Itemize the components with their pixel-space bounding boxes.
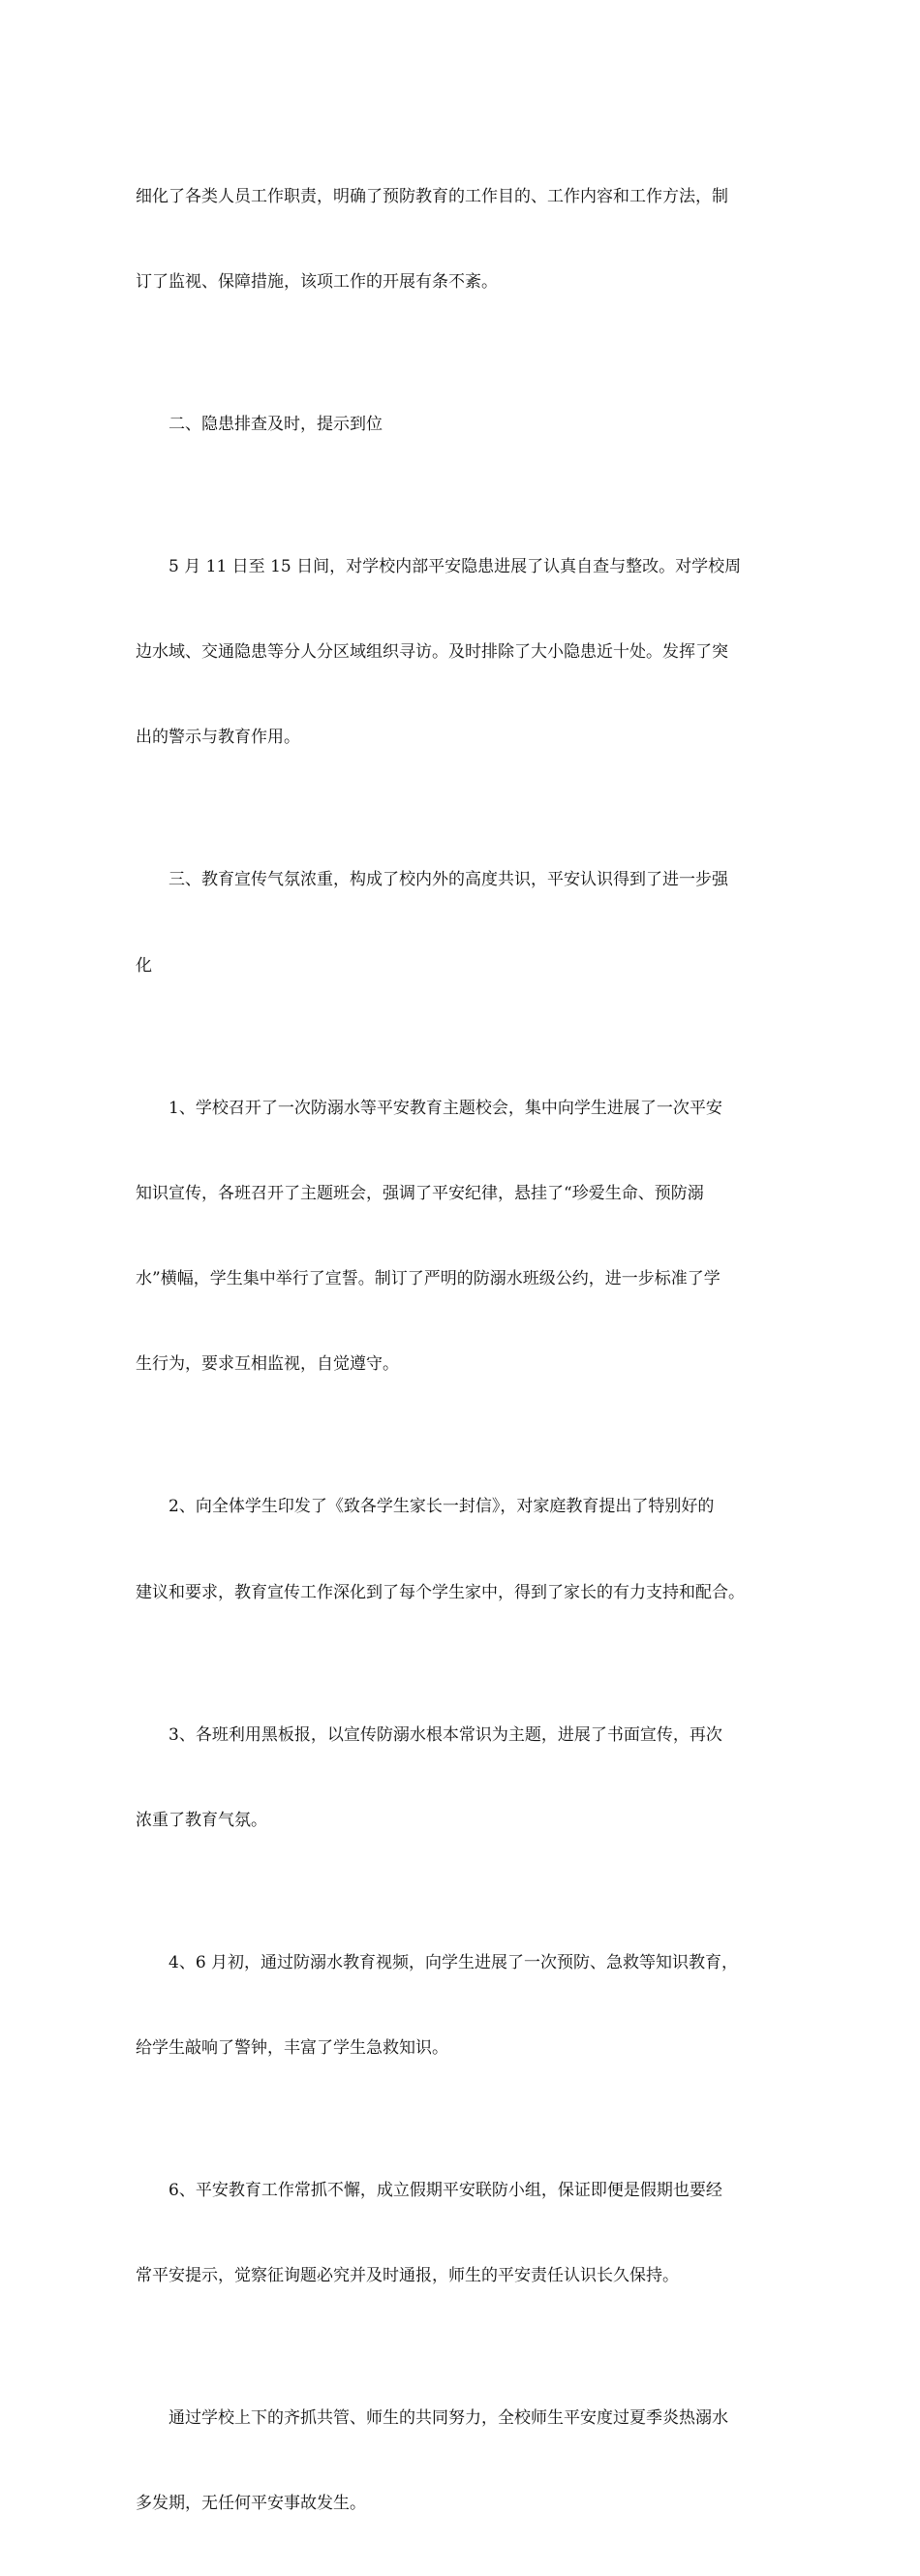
text-line: 化 — [136, 955, 152, 976]
text-line: 浓重了教育气氛。 — [136, 1810, 267, 1830]
paragraph-duties — [136, 126, 794, 354]
text-line: 知识宣传，各班召开了主题班会，强调了平安纪律，悬挂了“珍爱生命、预防溺 — [136, 1183, 704, 1203]
text-line: 建议和要求，教育宣传工作深化到了每个学生家中，得到了家长的有力支持和配合。 — [136, 1582, 745, 1602]
text-line: 订了监视、保障措施，该项工作的开展有条不紊。 — [136, 272, 498, 293]
text-line: 边水域、交通隐患等分人分区域组织寻访。及时排除了大小隐患近十处。发挥了突 — [136, 642, 728, 663]
text-line: 给学生敲响了警钟，丰富了学生急救知识。 — [136, 2037, 448, 2058]
text-line: 通过学校上下的齐抓共管、师生的共同努力，全校师生平安度过夏季炎热溺水 — [169, 2408, 728, 2429]
text-line: 水”横幅，学生集中举行了宣誓。制订了严明的防溺水班级公约，进一步标准了学 — [136, 1269, 721, 1289]
list-item-2 — [136, 1437, 794, 1664]
list-item-3 — [136, 1664, 794, 1892]
section-heading-hazard-check — [136, 354, 794, 496]
text-line: 1、学校召开了一次防溺水等平安教育主题校会，集中向学生进展了一次平安 — [169, 1098, 722, 1118]
text-line: 3、各班利用黑板报，以宣传防溺水根本常识为主题，进展了书面宣传，再次 — [169, 1724, 722, 1745]
paragraph-hazard-inspection — [136, 496, 794, 809]
text-line: 5 月 11 日至 15 日间，对学校内部平安隐患进展了认真自查与整改。对学校周 — [169, 557, 742, 577]
list-item-6 — [136, 2120, 794, 2347]
text-line: 二、隐患排查及时，提示到位 — [169, 415, 383, 435]
text-line: 多发期，无任何平安事故发生。 — [136, 2494, 366, 2514]
text-line: 生行为，要求互相监视，自觉遵守。 — [136, 1354, 399, 1375]
document-body — [136, 126, 794, 2576]
list-item-4 — [136, 1892, 794, 2120]
text-line: 三、教育宣传气氛浓重，构成了校内外的高度共识，平安认识得到了进一步强 — [169, 870, 728, 890]
list-item-1 — [136, 1038, 794, 1437]
text-line: 6、平安教育工作常抓不懈，成立假期平安联防小组，保证即便是假期也要经 — [169, 2180, 722, 2200]
text-line: 常平安提示，觉察征询题必究并及时通报，师生的平安责任认识长久保持。 — [136, 2266, 679, 2286]
text-line: 出的警示与教育作用。 — [136, 728, 300, 748]
text-line: 细化了各类人员工作职责，明确了预防教育的工作目的、工作内容和工作方法，制 — [136, 186, 728, 206]
section-heading-education — [136, 810, 794, 1038]
paragraph-conclusion — [136, 2347, 794, 2575]
text-line: 4、6 月初，通过防溺水教育视频，向学生进展了一次预防、急救等知识教育， — [169, 1952, 739, 1972]
text-line: 2、向全体学生印发了《致各学生家长一封信》，对家庭教育提出了特别好的 — [169, 1497, 715, 1517]
